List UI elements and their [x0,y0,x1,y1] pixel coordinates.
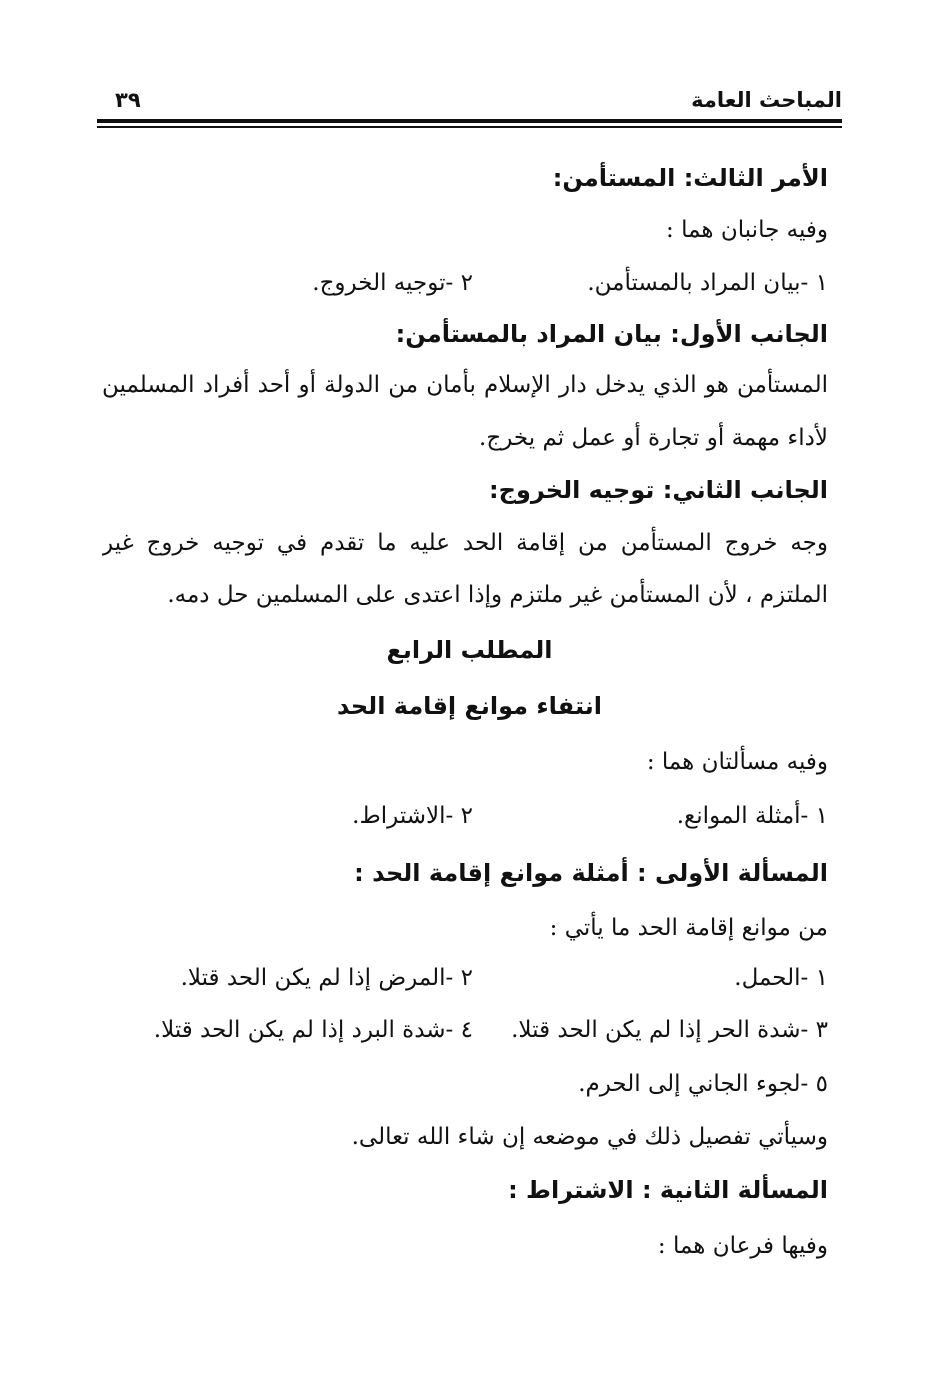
paragraph-line: المستأمن هو الذي يدخل دار الإسلام بأمان من الدولة أو أحد أفراد المسلمين [102,372,828,398]
question-intro: وفيها فرعان هما : [657,1233,828,1259]
list-item: ٥ -لجوء الجاني إلى الحرم. [578,1071,828,1097]
question-intro: من موانع إقامة الحد ما يأتي : [549,915,828,941]
paragraph-line: وجه خروج المستأمن من إقامة الحد عليه ما تقدم في توجيه خروج غير [102,530,828,556]
list-item: ١ -أمثلة الموانع. [676,803,828,829]
list-item: ٣ -شدة الحر إذا لم يكن الحد قتلا. [511,1017,828,1043]
running-title: المباحث العامة [691,88,842,112]
chapter-subtitle: انتفاء موانع إقامة الحد [337,692,602,720]
subheading-exit: الجانب الثاني: توجيه الخروج: [489,476,828,504]
subheading-definition: الجانب الأول: بيان المراد بالمستأمن: [395,320,828,348]
list-item: ٢ -الاشتراط. [352,803,473,829]
list-item: ١ -الحمل. [734,965,828,991]
section-heading-mustamin: الأمر الثالث: المستأمن: [552,164,828,192]
page-header [97,78,842,118]
question-heading: المسألة الثانية : الاشتراط : [508,1176,828,1204]
section-intro: وفيه جانبان هما : [666,217,828,243]
list-item: ٢ -توجيه الخروج. [312,270,473,296]
section-intro: وفيه مسألتان هما : [646,749,828,775]
paragraph-line: الملتزم ، لأن المستأمن غير ملتزم وإذا اعتدى على المسلمين حل دمه. [167,582,828,608]
question-heading: المسألة الأولى : أمثلة موانع إقامة الحد : [354,859,828,887]
list-item: ٤ -شدة البرد إذا لم يكن الحد قتلا. [153,1017,473,1043]
list-item: ١ -بيان المراد بالمستأمن. [587,270,828,296]
chapter-title: المطلب الرابع [386,636,553,664]
header-rule-thin [97,126,842,128]
paragraph-line: وسيأتي تفصيل ذلك في موضعه إن شاء الله تعالى. [351,1124,828,1150]
list-item: ٢ -المرض إذا لم يكن الحد قتلا. [180,965,473,991]
page-number: ٣٩ [115,88,141,112]
header-rule-thick [97,119,842,123]
paragraph-line: لأداء مهمة أو تجارة أو عمل ثم يخرج. [479,425,828,451]
